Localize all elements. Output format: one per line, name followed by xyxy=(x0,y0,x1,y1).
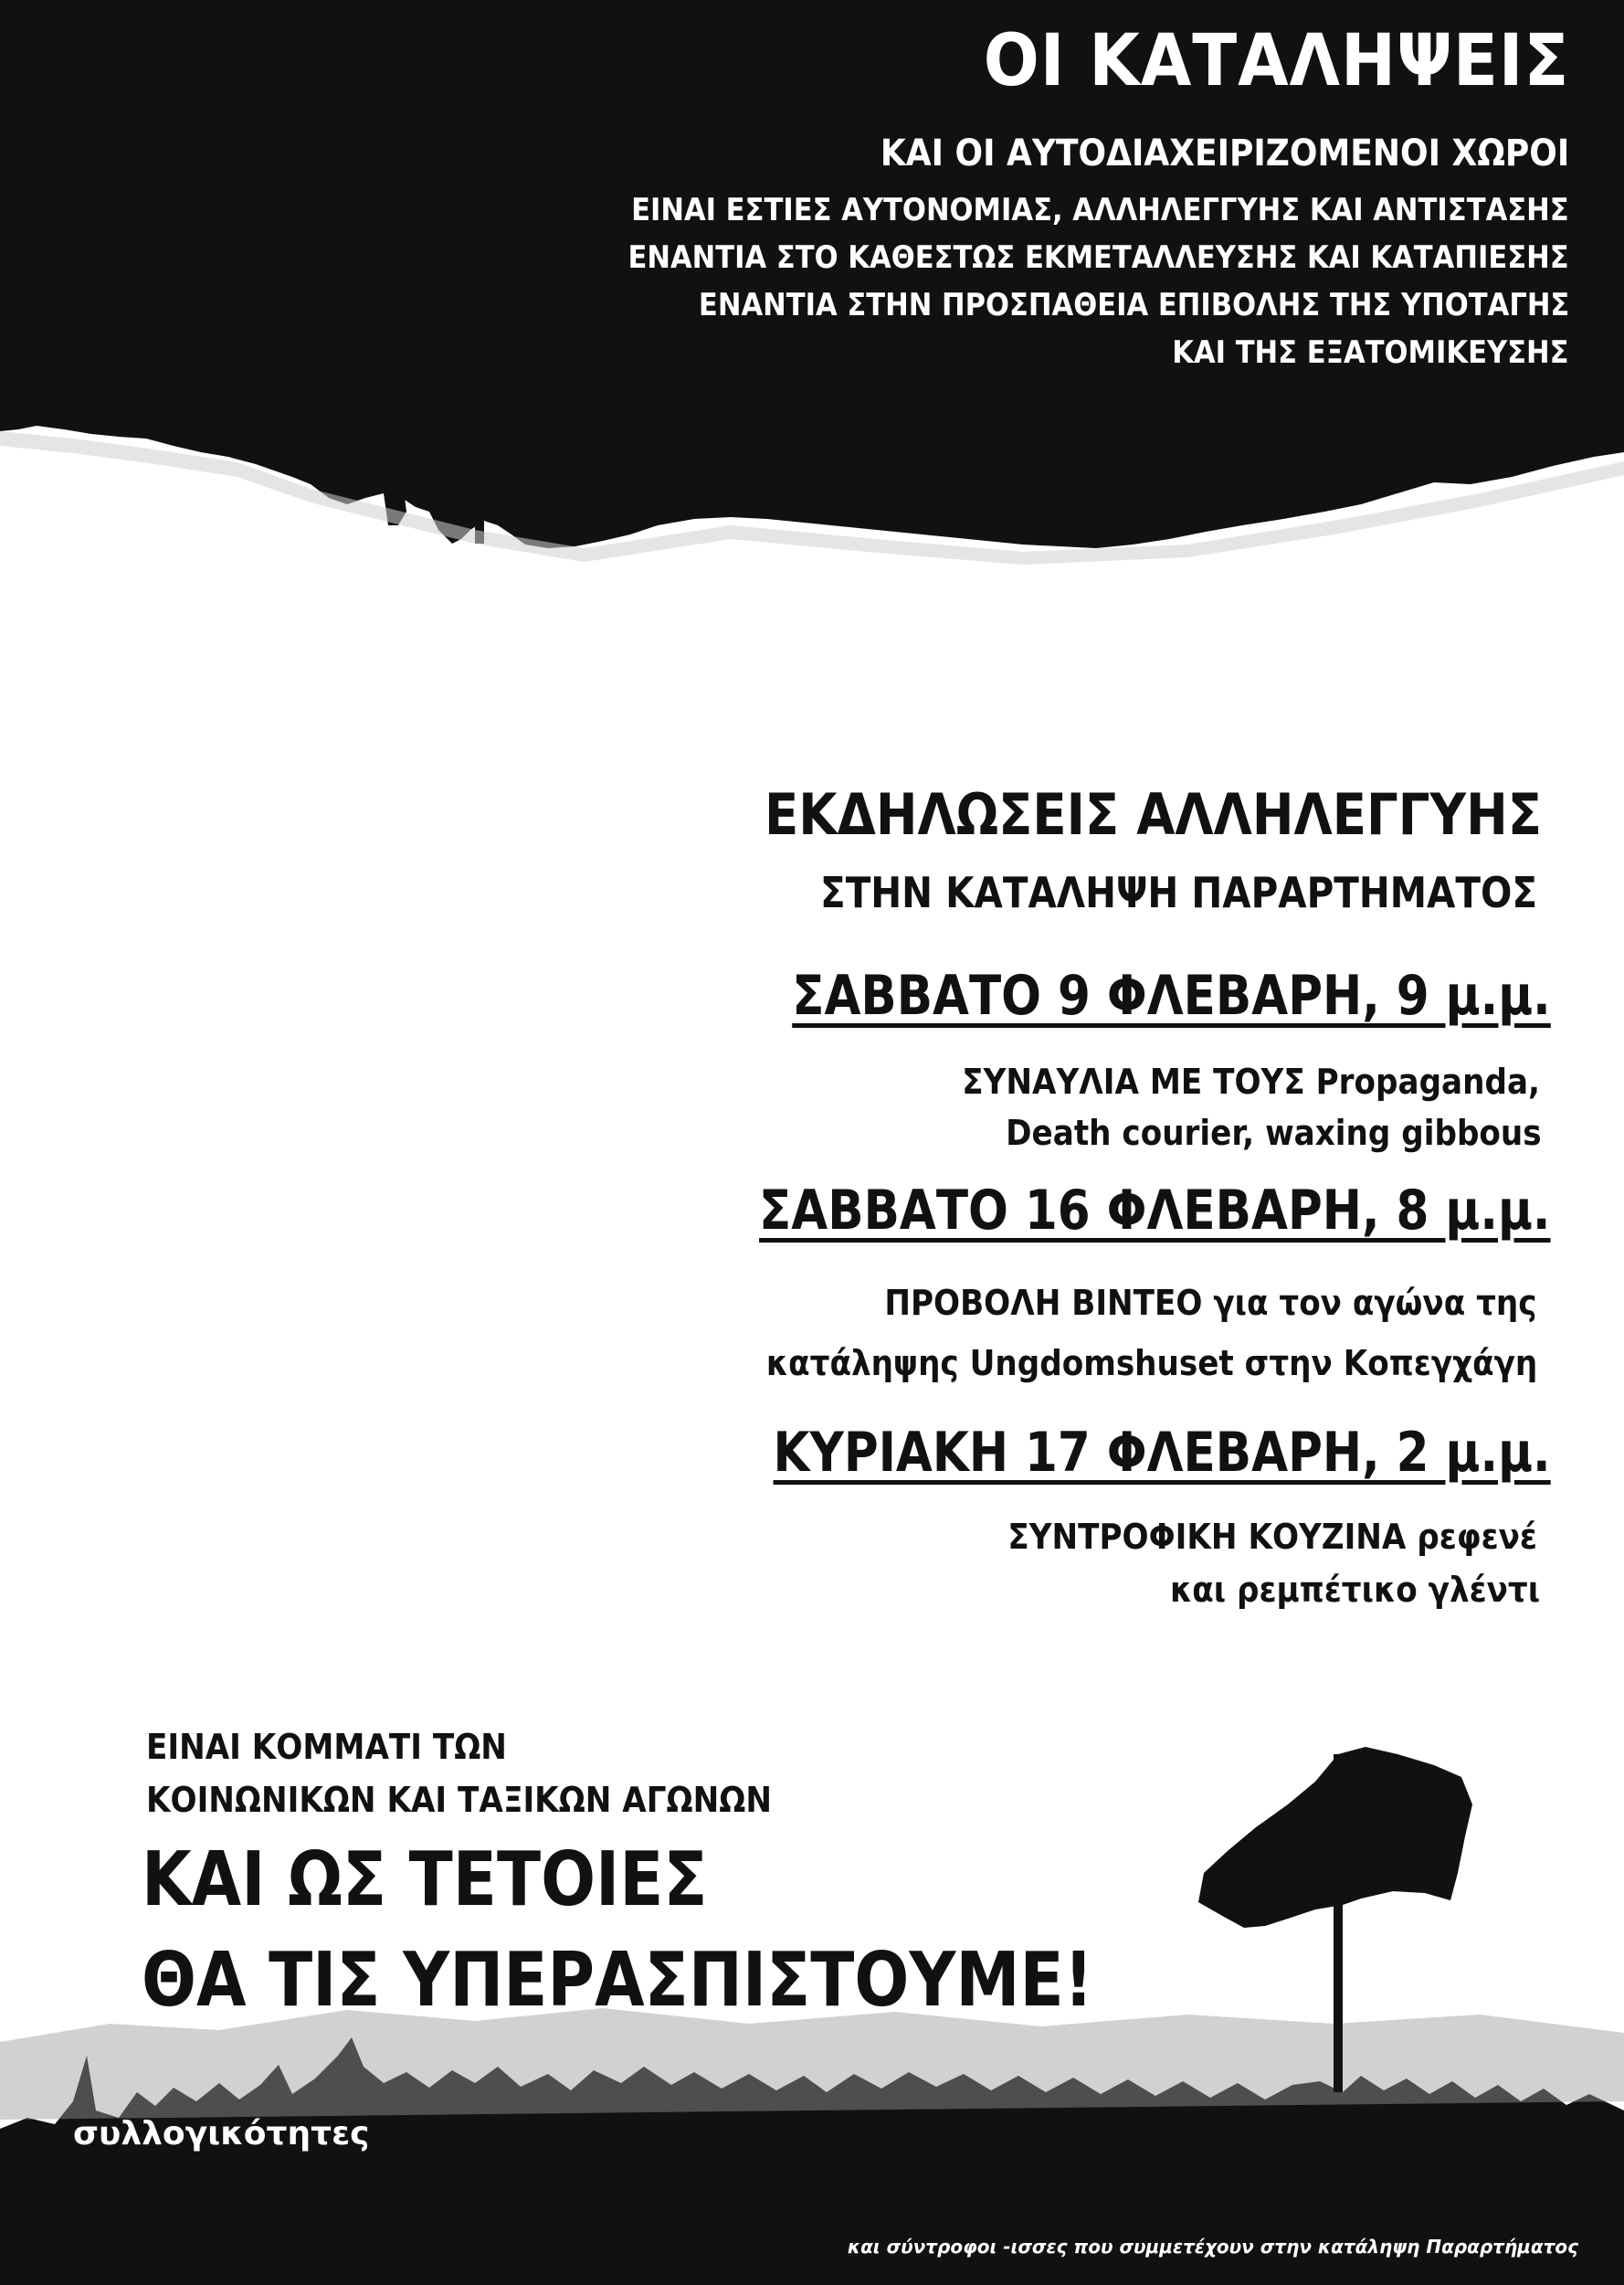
footer-comrades: και σύντροφοι -ισσες που συμμετέχουν στην κατάληψη Παραρτήματος xyxy=(847,2236,1578,2258)
header-line-3: ΕΝΑΝΤΙΑ ΣΤΟ ΚΑΘΕΣΤΩΣ ΕΚΜΕΤΑΛΛΕΥΣΗΣ ΚΑΙ ΚΑΤΑΠΙΕΣΗΣ xyxy=(627,239,1569,276)
slogan-line-2: ΚΟΙΝΩΝΙΚΩΝ ΚΑΙ ΤΑΞΙΚΩΝ ΑΓΩΝΩΝ xyxy=(146,1780,772,1820)
footer-collectives: συλλογικότητες xyxy=(73,2115,370,2153)
event-date-2: ΣΑΒΒΑΤΟ 16 ΦΛΕΒΑΡΗ, 8 μ.μ. xyxy=(759,1179,1551,1243)
header-line-4: ΕΝΑΝΤΙΑ ΣΤΗΝ ΠΡΟΣΠΑΘΕΙΑ ΕΠΙΒΟΛΗΣ ΤΗΣ ΥΠΟΤΑΓΗΣ xyxy=(698,287,1569,323)
events-subheading: ΣΤΗΝ ΚΑΤΑΛΗΨΗ ΠΑΡΑΡΤΗΜΑΤΟΣ xyxy=(820,868,1537,917)
event-desc-3a: ΣΥΝΤΡΟΦΙΚΗ ΚΟΥΖΙΝΑ ρεφενέ xyxy=(1007,1517,1537,1557)
pole-silhouette xyxy=(475,416,484,544)
crowd-haze xyxy=(0,2008,1624,2120)
event-desc-1a: ΣΥΝΑΥΛΙΑ ΜΕ ΤΟΥΣ Propaganda, xyxy=(962,1062,1540,1102)
header-line-1: ΚΑΙ ΟΙ ΑΥΤΟΔΙΑΧΕΙΡΙΖΟΜΕΝΟΙ ΧΩΡΟΙ xyxy=(880,132,1569,175)
event-date-1: ΣΑΒΒΑΤΟ 9 ΦΛΕΒΑΡΗ, 9 μ.μ. xyxy=(792,964,1551,1028)
event-desc-2a: ΠΡΟΒΟΛΗ ΒΙΝΤΕΟ για τον αγώνα της xyxy=(884,1283,1537,1323)
header-line-5: ΚΑΙ ΤΗΣ ΕΞΑΤΟΜΙΚΕΥΣΗΣ xyxy=(1172,334,1569,371)
event-desc-3b: και ρεμπέτικο γλέντι xyxy=(1169,1570,1540,1610)
slogan-line-3: ΚΑΙ ΩΣ ΤΕΤΟΙΕΣ xyxy=(142,1836,708,1923)
flag xyxy=(1198,1747,1472,1928)
event-desc-2b: κατάληψης Ungdomshuset στην Κοπεγχάγη xyxy=(765,1343,1537,1383)
slogan-line-4: ΘΑ ΤΙΣ ΥΠΕΡΑΣΠΙΣΤΟΥΜΕ! xyxy=(142,1937,1093,2024)
events-heading: ΕΚΔΗΛΩΣΕΙΣ ΑΛΛΗΛΕΓΓΥΗΣ xyxy=(765,781,1542,848)
event-date-3: ΚΥΡΙΑΚΗ 17 ΦΛΕΒΑΡΗ, 2 μ.μ. xyxy=(773,1421,1551,1485)
header-line-2: ΕΙΝΑΙ ΕΣΤΙΕΣ ΑΥΤΟΝΟΜΙΑΣ, ΑΛΛΗΛΕΓΓΥΗΣ ΚΑΙ ΑΝΤΙΣΤΑΣΗΣ xyxy=(631,192,1569,228)
event-desc-1b: Death courier, waxing gibbous xyxy=(1006,1113,1542,1153)
main-title: ΟΙ ΚΑΤΑΛΗΨΕΙΣ xyxy=(983,20,1569,102)
slogan-line-1: ΕΙΝΑΙ ΚΟΜΜΑΤΙ ΤΩΝ xyxy=(146,1727,507,1767)
